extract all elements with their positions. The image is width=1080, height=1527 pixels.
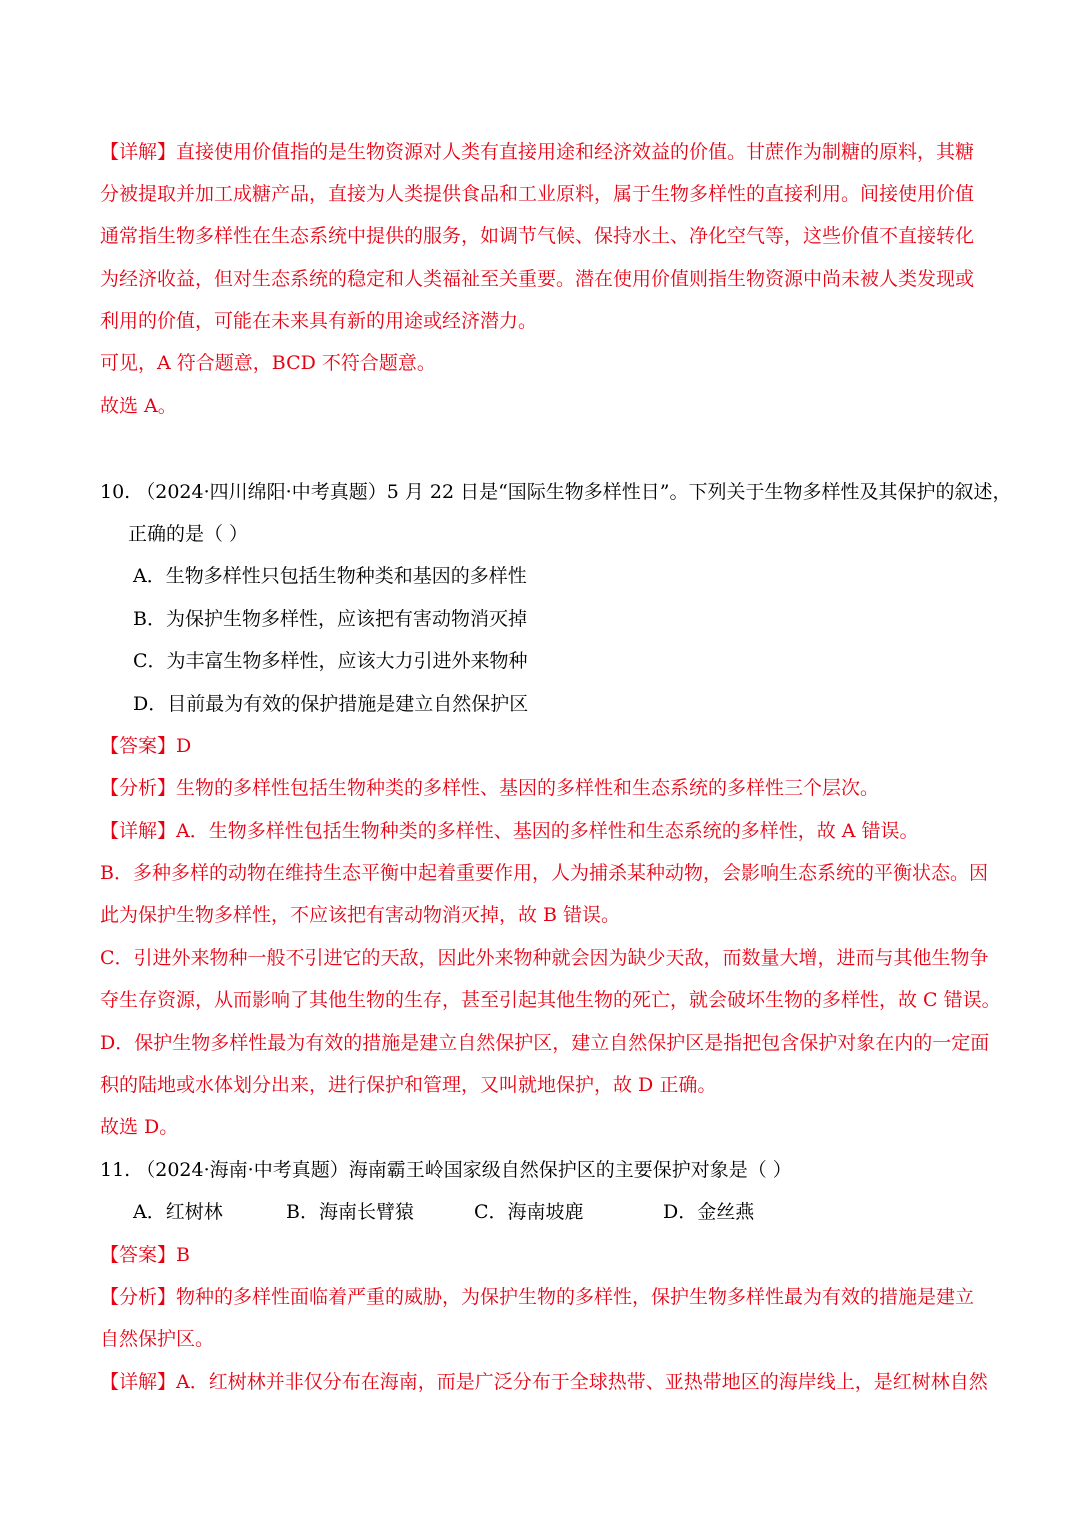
q10-option-d: D．目前最为有效的保护措施是建立自然保护区 (133, 693, 529, 715)
q10-option-a: A．生物多样性只包括生物种类和基因的多样性 (133, 565, 527, 587)
q11-analysis-line: 【分析】物种的多样性面临着严重的威胁，为保护生物的多样性，保护生物多样性最为有效的措施是建立 (100, 1286, 975, 1308)
q9-detail-line: 通常指生物多样性在生态系统中提供的服务，如调节气候、保持水土、净化空气等，这些价值不直接转化 (100, 225, 975, 247)
q10-detail-line: 【详解】A．生物多样性包括生物种类的多样性、基因的多样性和生态系统的多样性，故 A 错误。 (100, 820, 919, 842)
q10-detail-line: D．保护生物多样性最为有效的措施是建立自然保护区，建立自然保护区是指把包含保护对象在内的一定面 (100, 1032, 990, 1054)
q10-detail-line: 夺生存资源，从而影响了其他生物的生存，甚至引起其他生物的死亡，就会破坏生物的多样性，故 C 错误。 (100, 989, 1001, 1011)
q10-answer: 【答案】D (100, 735, 192, 757)
q10-final-answer: 故选 D。 (100, 1116, 179, 1138)
q10-stem: 10. （2024·四川绵阳·中考真题）5 月 22 日是“国际生物多样性日”。下列关于生物多样性及其保护的叙述， (100, 481, 1012, 503)
q9-final-answer: 故选 A。 (100, 395, 177, 417)
q11-options-row (133, 1199, 1018, 1225)
q11-option-d: D．金丝燕 (663, 1201, 755, 1223)
q10-detail-line: 积的陆地或水体划分出来，进行保护和管理，又叫就地保护，故 D 正确。 (100, 1074, 717, 1096)
q10-option-b: B．为保护生物多样性，应该把有害动物消灭掉 (133, 608, 527, 630)
q10-option-c: C．为丰富生物多样性，应该大力引进外来物种 (133, 650, 528, 672)
q11-option-b: B．海南长臂猿 (286, 1201, 414, 1223)
q11-answer: 【答案】B (100, 1244, 190, 1266)
q10-detail-line: 此为保护生物多样性，不应该把有害动物消灭掉，故 B 错误。 (100, 904, 621, 926)
q9-detail-line: 分被提取并加工成糖产品，直接为人类提供食品和工业原料，属于生物多样性的直接利用。间接使用价值 (100, 183, 975, 205)
q9-detail-line: 为经济收益，但对生态系统的稳定和人类福祉至关重要。潜在使用价值则指生物资源中尚未被人类发现或 (100, 268, 975, 290)
q11-detail-line: 【详解】A．红树林并非仅分布在海南，而是广泛分布于全球热带、亚热带地区的海岸线上，是红树林自然 (100, 1371, 988, 1393)
q9-conclusion: 可见，A 符合题意，BCD 不符合题意。 (100, 352, 436, 374)
q10-detail-line: C．引进外来物种一般不引进它的天敌，因此外来物种就会因为缺少天敌，而数量大增，进而与其他生物争 (100, 947, 989, 969)
q11-stem: 11. （2024·海南·中考真题）海南霸王岭国家级自然保护区的主要保护对象是（ ） (100, 1159, 792, 1181)
q11-option-a: A．红树林 (133, 1201, 223, 1223)
q9-detail-line: 利用的价值，可能在未来具有新的用途或经济潜力。 (100, 310, 538, 332)
q11-analysis-line: 自然保护区。 (100, 1328, 215, 1350)
q9-detail-line: 【详解】直接使用价值指的是生物资源对人类有直接用途和经济效益的价值。甘蔗作为制糖的原料，其糖 (100, 141, 975, 163)
q11-option-c: C．海南坡鹿 (474, 1201, 584, 1223)
q10-stem-continued: 正确的是（ ） (128, 523, 249, 545)
q10-detail-line: B．多种多样的动物在维持生态平衡中起着重要作用，人为捕杀某种动物，会影响生态系统的平衡状态。因 (100, 862, 988, 884)
q10-analysis: 【分析】生物的多样性包括生物种类的多样性、基因的多样性和生态系统的多样性三个层次。 (100, 777, 880, 799)
